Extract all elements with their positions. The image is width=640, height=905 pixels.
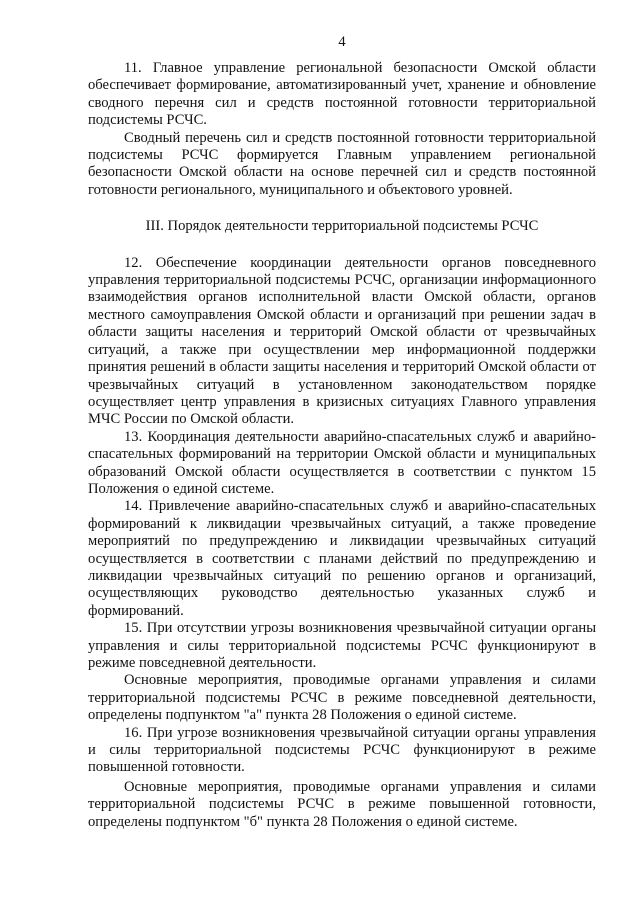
- paragraph-11: 11. Главное управление региональной безопасности Омской области обеспечивает формирование, автоматизированный учет, хранение и обновление сводного перечня сил и средств постоянной готовности территориальной подсистемы РСЧС.: [88, 60, 596, 129]
- paragraph-15-continued: Основные мероприятия, проводимые органами управления и силами территориальной подсистемы РСЧС в режиме повседневной деятельности, определены подпунктом "а" пункта 28 Положения о единой системе.: [88, 672, 596, 724]
- paragraph-11-continued: Сводный перечень сил и средств постоянной готовности территориальной подсистемы РСЧС формируется Главным управлением региональной безопасности Омской области на основе перечней сил и средств постоянной готовности регионального, муниципального и объектового уровней.: [88, 129, 596, 198]
- paragraph-14: 14. Привлечение аварийно-спасательных служб и аварийно-спасательных формирований к ликвидации чрезвычайных ситуаций, а также проведение мероприятий по предупреждению и ликвидации чрезвычайных ситуаций осуществляется в соответствии с планами действий по предупреждению и ликвидации чрезвычайных ситуаций по решению органов и организаций, осуществляющих руководство деятельностью указанных служб и формирований.: [88, 498, 596, 619]
- paragraph-12: 12. Обеспечение координации деятельности органов повседневного управления территориальной подсистемы РСЧС, организации информационного взаимодействия органов исполнительной власти Омской области, органов местного самоуправления Омской области и организаций при решении задач в области защиты населения и территорий Омской области от чрезвычайных ситуаций, а также при осуществлении мер информационной поддержки принятия решений в области защиты населения и территорий Омской области от чрезвычайных ситуаций в установленном законодательством порядке осуществляет центр управления в кризисных ситуациях Главного управления МЧС России по Омской области.: [88, 254, 596, 428]
- page-number: 4: [338, 34, 346, 50]
- paragraph-15: 15. При отсутствии угрозы возникновения чрезвычайной ситуации органы управления и силы территориальной подсистемы РСЧС функционируют в режиме повседневной деятельности.: [88, 620, 596, 671]
- paragraph-16: 16. При угрозе возникновения чрезвычайной ситуации органы управления и силы территориальной подсистемы РСЧС функционируют в режиме повышенной готовности.: [88, 724, 596, 776]
- section-heading: III. Порядок деятельности территориальной подсистемы РСЧС: [145, 218, 539, 235]
- paragraph-13: 13. Координация деятельности аварийно-спасательных служб и аварийно-спасательных формирований на территории Омской области и муниципальных образований Омской области осуществляется в соответствии с пунктом 15 Положения о единой системе.: [88, 428, 596, 497]
- paragraph-16-continued: Основные мероприятия, проводимые органами управления и силами территориальной подсистемы РСЧС в режиме повышенной готовности, определены подпунктом "б" пункта 28 Положения о единой системе.: [88, 778, 596, 830]
